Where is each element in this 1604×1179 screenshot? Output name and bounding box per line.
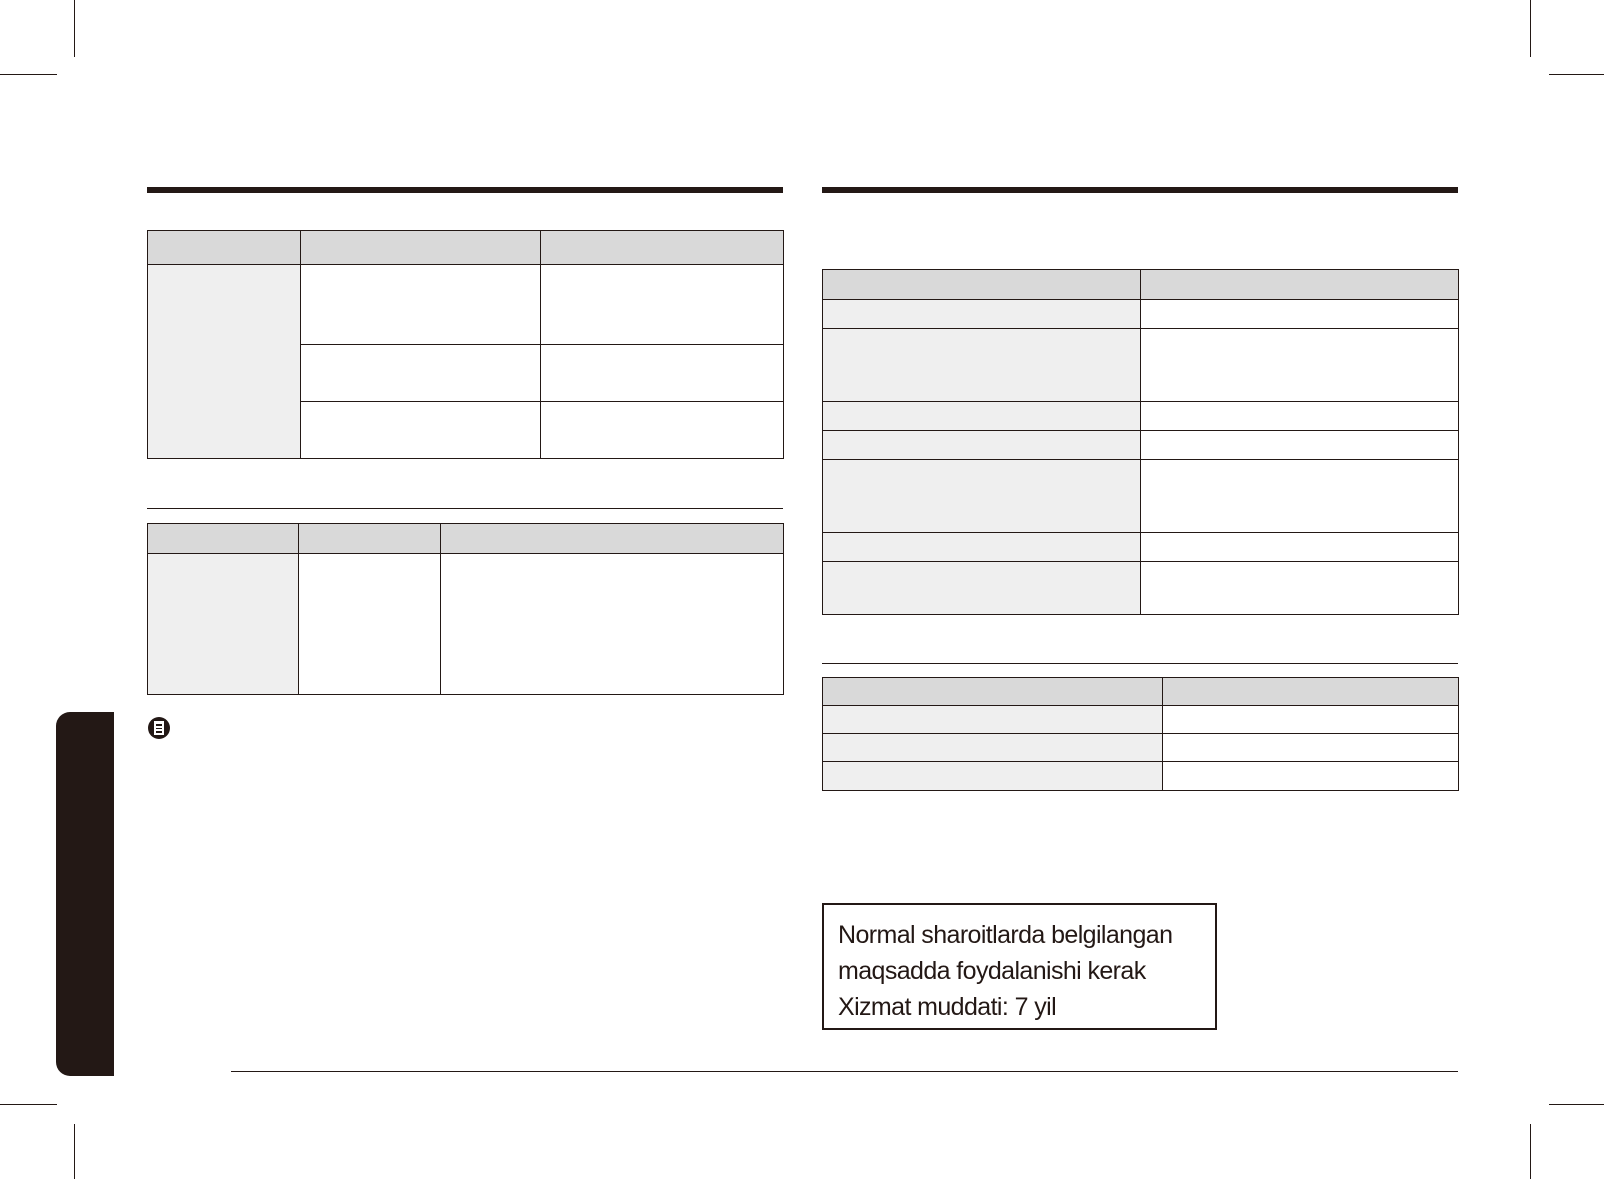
right-table-2-label-cell bbox=[823, 706, 1163, 734]
right-table-2-value-cell bbox=[1163, 762, 1459, 791]
right-table-1-label-cell bbox=[823, 329, 1141, 402]
right-table-1-value-cell bbox=[1141, 533, 1459, 562]
right-table-2-label-cell bbox=[823, 762, 1163, 791]
right-table-2-value-cell bbox=[1163, 734, 1459, 762]
right-table-1-value-cell bbox=[1141, 300, 1459, 329]
left-table-1-group-cell bbox=[148, 265, 301, 459]
right-table-2-value-cell bbox=[1163, 706, 1459, 734]
chapter-side-tab bbox=[56, 712, 114, 1076]
service-life-line-1: Normal sharoitlarda belgilangan bbox=[838, 921, 1173, 949]
crop-mark-top-right-vertical bbox=[1530, 0, 1531, 57]
left-table-1-header-cell bbox=[301, 231, 541, 265]
right-table-1 bbox=[822, 269, 1459, 615]
right-table-1-label-cell bbox=[823, 460, 1141, 533]
right-table-1-label-cell bbox=[823, 402, 1141, 431]
crop-mark-top-left-vertical bbox=[74, 0, 75, 57]
left-table-1-cell bbox=[541, 402, 784, 459]
crop-mark-top-left-horizontal bbox=[0, 74, 57, 75]
crop-mark-bottom-left-horizontal bbox=[0, 1104, 57, 1105]
left-table-1-cell bbox=[301, 402, 541, 459]
crop-mark-top-right-horizontal bbox=[1549, 74, 1604, 75]
right-table-1-value-cell bbox=[1141, 431, 1459, 460]
right-table-1-value-cell bbox=[1141, 460, 1459, 533]
right-table-2-label-cell bbox=[823, 734, 1163, 762]
crop-mark-bottom-right-horizontal bbox=[1549, 1104, 1604, 1105]
left-table-1-header-cell bbox=[148, 231, 301, 265]
left-subsection-rule bbox=[147, 508, 783, 509]
right-table-1-value-cell bbox=[1141, 402, 1459, 431]
left-table-2-cell bbox=[299, 554, 441, 695]
service-life-box bbox=[822, 903, 1217, 1030]
right-table-1-value-cell bbox=[1141, 562, 1459, 615]
crop-mark-bottom-right-vertical bbox=[1530, 1124, 1531, 1179]
right-section-header-rule bbox=[822, 187, 1458, 193]
left-table-1-cell bbox=[301, 345, 541, 402]
crop-mark-bottom-left-vertical bbox=[74, 1124, 75, 1179]
right-table-1-header-cell bbox=[1141, 270, 1459, 300]
left-section-header-rule bbox=[147, 187, 783, 193]
left-table-1-header-cell bbox=[541, 231, 784, 265]
left-table-1-cell bbox=[301, 265, 541, 345]
left-table-2 bbox=[147, 523, 784, 695]
left-table-1-cell bbox=[541, 265, 784, 345]
right-table-2-header-cell bbox=[1163, 678, 1459, 706]
right-table-1-label-cell bbox=[823, 431, 1141, 460]
left-table-2-header-cell bbox=[441, 524, 784, 554]
footer-rule bbox=[231, 1071, 1458, 1072]
right-table-2-header-cell bbox=[823, 678, 1163, 706]
right-subsection-rule bbox=[822, 663, 1458, 664]
left-table-1-cell bbox=[541, 345, 784, 402]
right-table-1-value-cell bbox=[1141, 329, 1459, 402]
service-life-line-3: Xizmat muddati: 7 yil bbox=[838, 993, 1057, 1021]
right-table-1-label-cell bbox=[823, 533, 1141, 562]
note-icon bbox=[148, 717, 170, 739]
right-table-1-header-cell bbox=[823, 270, 1141, 300]
left-table-2-label-cell bbox=[148, 554, 299, 695]
right-table-2 bbox=[822, 677, 1459, 791]
right-table-1-label-cell bbox=[823, 300, 1141, 329]
left-table-2-header-cell bbox=[299, 524, 441, 554]
left-table-2-cell bbox=[441, 554, 784, 695]
service-life-line-2: maqsadda foydalanishi kerak bbox=[838, 957, 1146, 985]
right-table-1-label-cell bbox=[823, 562, 1141, 615]
left-table-1 bbox=[147, 230, 784, 459]
left-table-2-header-cell bbox=[148, 524, 299, 554]
